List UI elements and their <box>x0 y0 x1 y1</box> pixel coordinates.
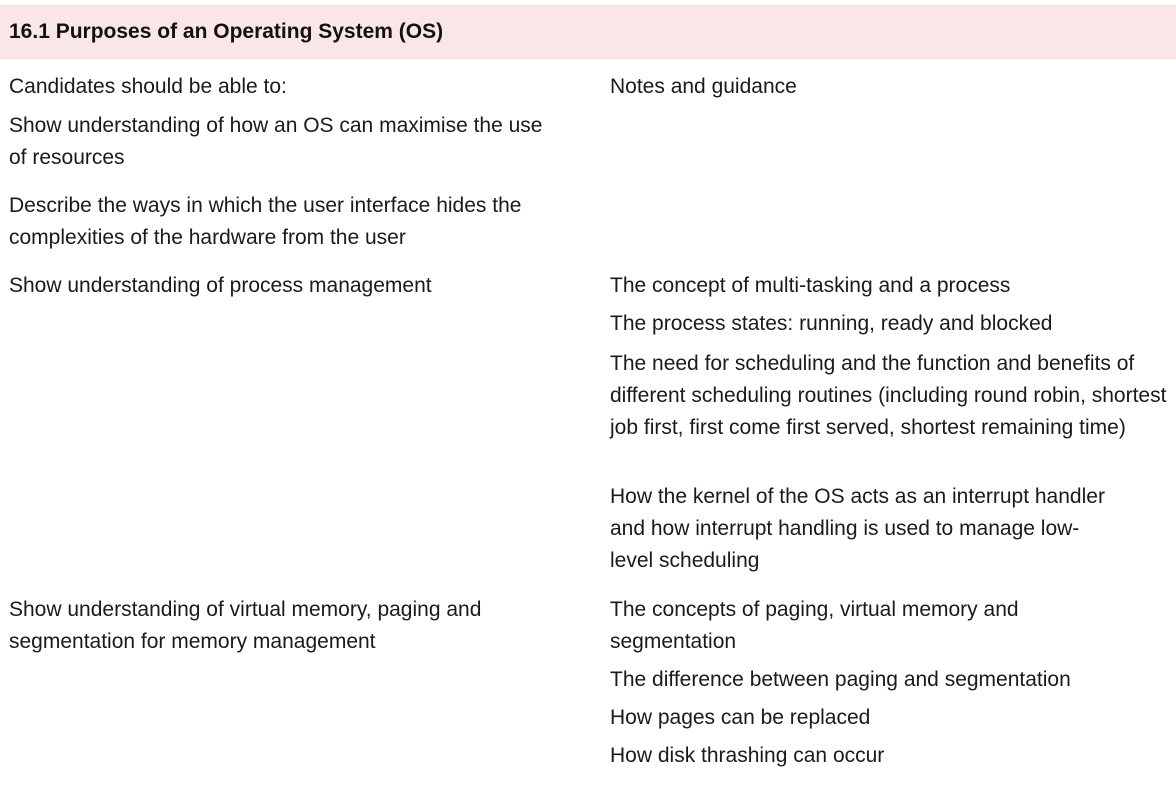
note-paging-concepts: The concepts of paging, virtual memory and segmentation <box>610 598 1019 653</box>
objective-process-management: Show understanding of process management <box>9 274 432 297</box>
note-process-states: The process states: running, ready and blocked <box>610 312 1053 335</box>
objective-maximise-resources: Show understanding of how an OS can maximise the use of resources <box>9 114 543 169</box>
section-header <box>0 5 1176 59</box>
note-scheduling: The need for scheduling and the function and benefits of different scheduling routines (including round robin, shortest job first, first come first served, shortest remaining time) <box>610 352 1167 439</box>
section-title: 16.1 Purposes of an Operating System (OS) <box>9 20 444 43</box>
note-multitasking: The concept of multi-tasking and a process <box>610 274 1011 297</box>
note-kernel-interrupts: How the kernel of the OS acts as an interrupt handler and how interrupt handling is used to manage low-level scheduling <box>610 485 1105 572</box>
objective-user-interface: Describe the ways in which the user interface hides the complexities of the hardware from the user <box>9 194 522 249</box>
note-paging-vs-segmentation: The difference between paging and segmentation <box>610 668 1071 691</box>
note-page-replacement: How pages can be replaced <box>610 706 871 729</box>
objective-memory-management: Show understanding of virtual memory, paging and segmentation for memory management <box>9 598 482 653</box>
note-disk-thrashing: How disk thrashing can occur <box>610 744 885 767</box>
column-heading-candidates: Candidates should be able to: <box>9 75 287 98</box>
column-heading-notes: Notes and guidance <box>610 75 797 98</box>
